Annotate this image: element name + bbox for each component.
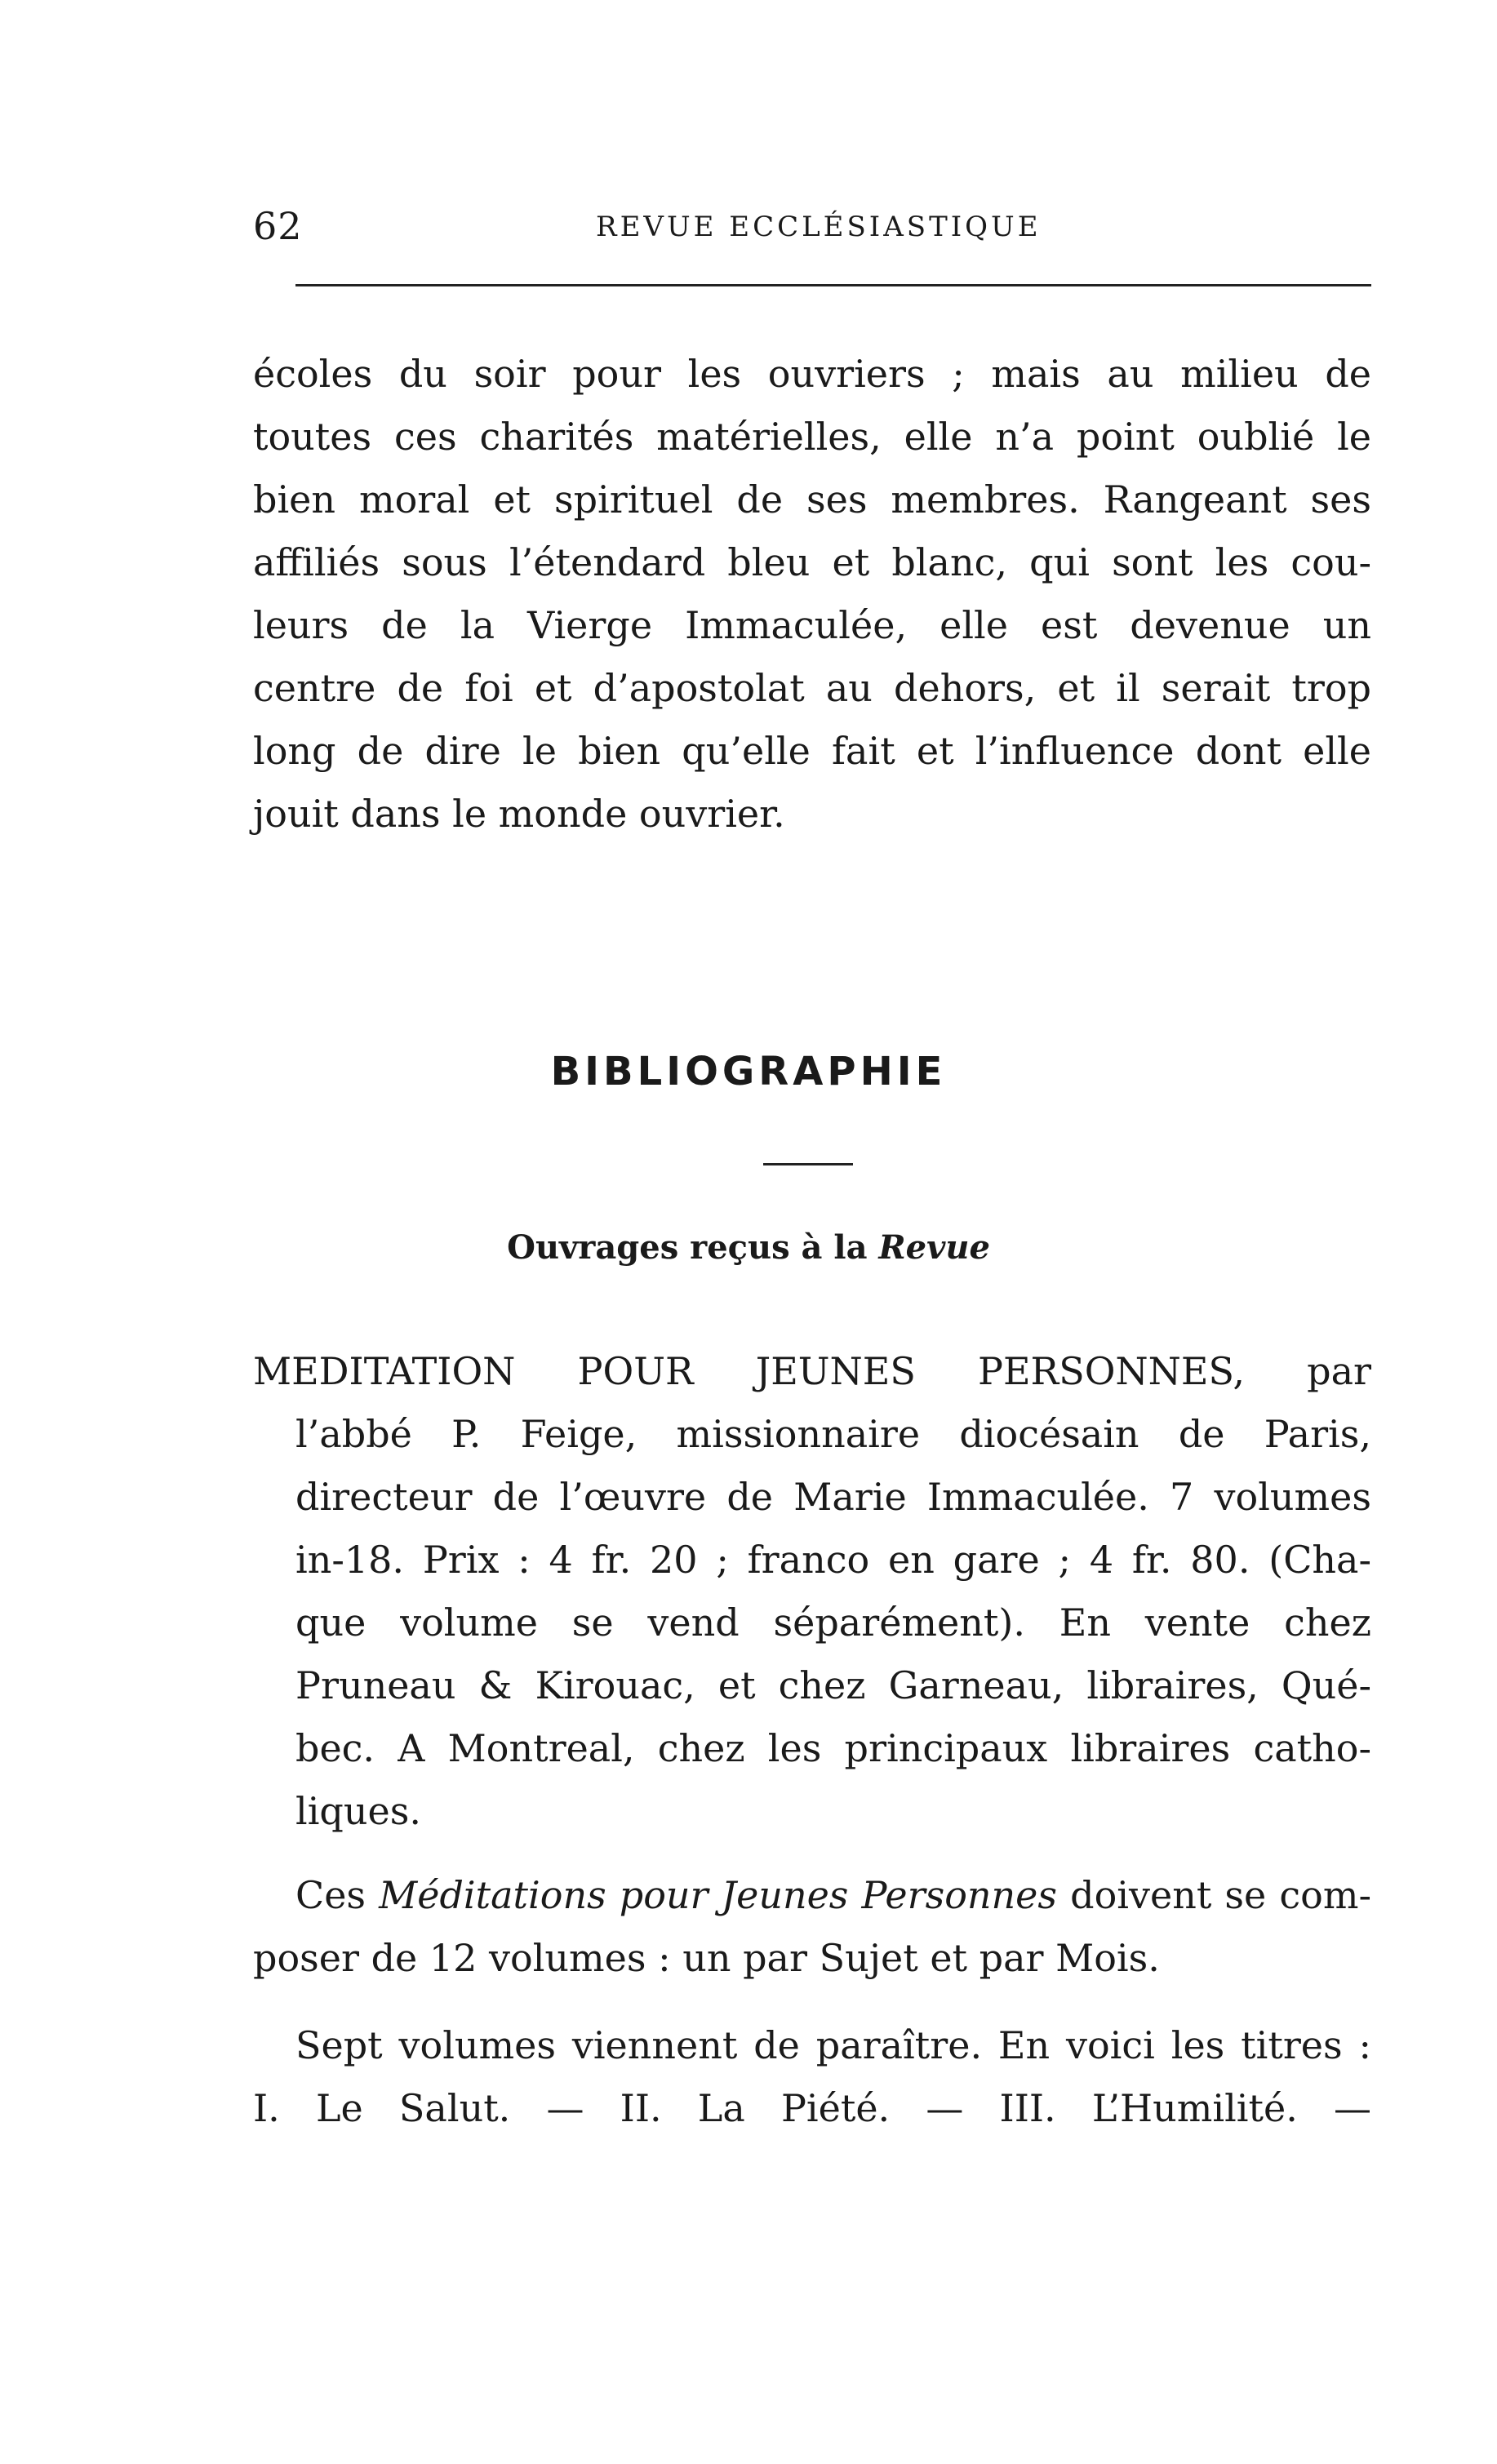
entry-line: bec. A Montreal, chez les principaux libraires catho- [295, 1726, 1371, 1770]
section-rule [763, 1163, 853, 1165]
subtitle-italic-text: Revue [878, 1228, 990, 1267]
running-title: REVUE ECCLÉSIASTIQUE [596, 211, 1042, 243]
entry-line: directeur de l’œuvre de Marie Immaculée. 7 volumes [295, 1475, 1371, 1519]
page-header [253, 204, 1371, 253]
page-number: 62 [253, 204, 303, 248]
paragraph-1 [253, 343, 1371, 846]
text-line: leurs de la Vierge Immaculée, elle est devenue un [253, 603, 1371, 647]
text-line: écoles du soir pour les ouvriers ; mais au milieu de [253, 352, 1371, 396]
text-line: toutes ces charités matérielles, elle n’a point oublié le [253, 415, 1371, 459]
bibliography-entry [253, 1340, 1371, 1843]
text-line: long de dire le bien qu’elle fait et l’influence dont elle [253, 729, 1371, 773]
subtitle-text: Ouvrages reçus à la [507, 1228, 879, 1267]
section-subtitle [0, 1228, 1497, 1267]
entry-line: Pruneau & Kirouac, et chez Garneau, libraires, Qué- [295, 1663, 1371, 1707]
text-fragment: doivent se com- [1057, 1873, 1371, 1917]
entry-line: l’abbé P. Feige, missionnaire diocésain de Paris, [295, 1412, 1371, 1456]
entry-line: liques. [295, 1789, 421, 1833]
text-line [253, 1864, 1371, 1927]
header-rule [295, 284, 1371, 286]
italic-title: Méditations pour Jeunes Personnes [379, 1873, 1058, 1917]
text-line: centre de foi et d’apostolat au dehors, et il serait trop [253, 666, 1371, 710]
text-line: Sept volumes viennent de paraître. En voici les titres : [295, 2023, 1371, 2067]
text-line: bien moral et spirituel de ses membres. Rangeant ses [253, 477, 1371, 522]
text-line: jouit dans le monde ouvrier. [253, 792, 785, 836]
entry-line: MEDITATION POUR JEUNES PERSONNES, par [253, 1349, 1371, 1393]
text-line: I. Le Salut. — II. La Piété. — III. L’Humilité. — [253, 2086, 1371, 2130]
text-fragment: Ces [295, 1873, 380, 1917]
paragraph-2 [253, 1864, 1371, 1990]
entry-line: que volume se vend séparément). En vente chez [295, 1600, 1371, 1645]
section-title: BIBLIOGRAPHIE [550, 1049, 947, 1094]
entry-line: in-18. Prix : 4 fr. 20 ; franco en gare ; 4 fr. 80. (Cha- [295, 1538, 1371, 1582]
text-line: poser de 12 volumes : un par Sujet et par Mois. [253, 1936, 1160, 1980]
text-line: affiliés sous l’étendard bleu et blanc, qui sont les cou- [253, 540, 1371, 584]
paragraph-3 [253, 2014, 1371, 2140]
